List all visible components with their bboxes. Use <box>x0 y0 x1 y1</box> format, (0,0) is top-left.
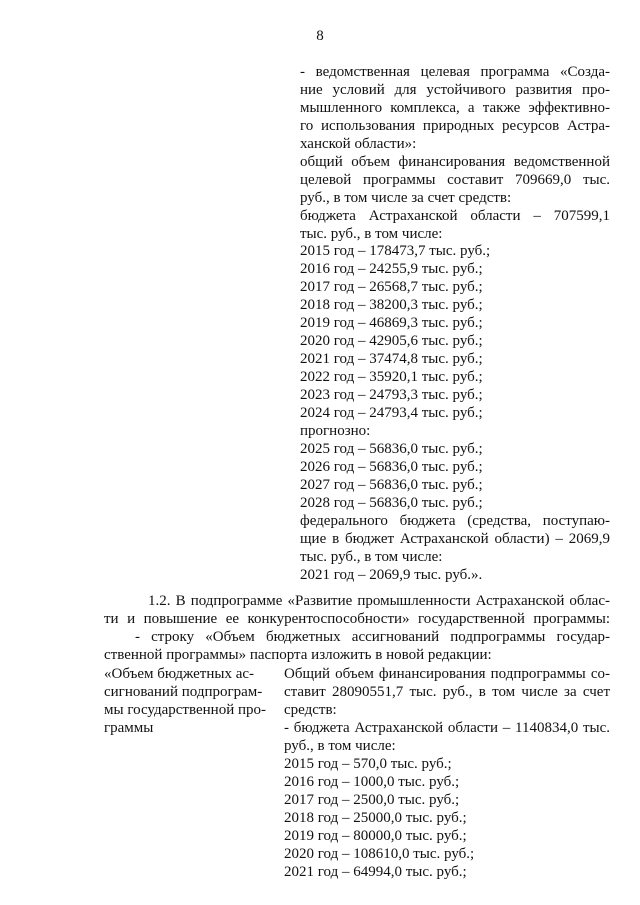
page-number: 8 <box>316 28 324 44</box>
year-line: 2022 год – 35920,1 тыс. руб.; <box>300 369 483 385</box>
text-line: щие в бюджет Астраханской области) – 2069,9 <box>300 531 610 547</box>
text-line: «Объем бюджетных ас- <box>104 666 254 682</box>
text-line: ственной программы» паспорта изложить в новой редакции: <box>104 647 492 663</box>
text-line: - ведомственная целевая программа «Созда- <box>300 64 610 80</box>
year-line: 2018 год – 25000,0 тыс. руб.; <box>284 810 467 826</box>
text-line: мы государственной про- <box>104 702 266 718</box>
text-line: прогнозно: <box>300 423 371 439</box>
text-line: Общий объем финансирования подпрограммы со- <box>284 666 610 682</box>
text-line: ханской области»: <box>300 136 417 152</box>
year-line: 2021 год – 37474,8 тыс. руб.; <box>300 351 483 367</box>
year-line: 2016 год – 1000,0 тыс. руб.; <box>284 774 460 790</box>
text-line: 1.2. В подпрограмме «Развитие промышленности Астраханской облас- <box>148 593 610 609</box>
year-line: 2016 год – 24255,9 тыс. руб.; <box>300 261 483 277</box>
year-line: 2017 год – 2500,0 тыс. руб.; <box>284 792 460 808</box>
text-line: граммы <box>104 720 154 736</box>
text-line: сигнований подпрограм- <box>104 684 263 700</box>
year-line: 2026 год – 56836,0 тыс. руб.; <box>300 459 483 475</box>
year-line: 2025 год – 56836,0 тыс. руб.; <box>300 441 483 457</box>
text-line: мышленного комплекса, а также эффективно- <box>300 100 610 116</box>
text-line: ти и повышение ее конкурентоспособности» государственной программы: <box>104 611 610 627</box>
text-line: средств: <box>284 702 337 718</box>
text-line: целевой программы составит 709669,0 тыс. <box>300 172 610 188</box>
year-line: 2028 год – 56836,0 тыс. руб.; <box>300 495 483 511</box>
text-line: тыс. руб., в том числе: <box>300 226 443 242</box>
text-line: - строку «Объем бюджетных ассигнований подпрограммы государ- <box>135 629 610 645</box>
text-line: го использования природных ресурсов Астра- <box>300 118 610 134</box>
year-line: 2027 год – 56836,0 тыс. руб.; <box>300 477 483 493</box>
year-line: 2015 год – 178473,7 тыс. руб.; <box>300 243 491 259</box>
text-line: тыс. руб., в том числе: <box>300 549 443 565</box>
year-line: 2017 год – 26568,7 тыс. руб.; <box>300 279 483 295</box>
text-line: ставит 28090551,7 тыс. руб., в том числе за счет <box>284 684 610 700</box>
text-line: общий объем финансирования ведомственной <box>300 154 610 170</box>
year-line: 2021 год – 64994,0 тыс. руб.; <box>284 864 467 880</box>
text-line: руб., в том числе: <box>284 738 396 754</box>
text-line: федерального бюджета (средства, поступаю- <box>300 513 610 529</box>
year-line: 2021 год – 2069,9 тыс. руб.». <box>300 567 483 583</box>
year-line: 2020 год – 42905,6 тыс. руб.; <box>300 333 483 349</box>
year-line: 2018 год – 38200,3 тыс. руб.; <box>300 297 483 313</box>
text-line: руб., в том числе за счет средств: <box>300 190 512 206</box>
year-line: 2019 год – 80000,0 тыс. руб.; <box>284 828 467 844</box>
year-line: 2024 год – 24793,4 тыс. руб.; <box>300 405 483 421</box>
year-line: 2020 год – 108610,0 тыс. руб.; <box>284 846 475 862</box>
year-line: 2019 год – 46869,3 тыс. руб.; <box>300 315 483 331</box>
text-line: - бюджета Астраханской области – 1140834,0 тыс. <box>284 720 610 736</box>
text-line: ние условий для устойчивого развития про- <box>300 82 610 98</box>
text-line: бюджета Астраханской области – 707599,1 <box>300 208 610 224</box>
year-line: 2015 год – 570,0 тыс. руб.; <box>284 756 452 772</box>
year-line: 2023 год – 24793,3 тыс. руб.; <box>300 387 483 403</box>
